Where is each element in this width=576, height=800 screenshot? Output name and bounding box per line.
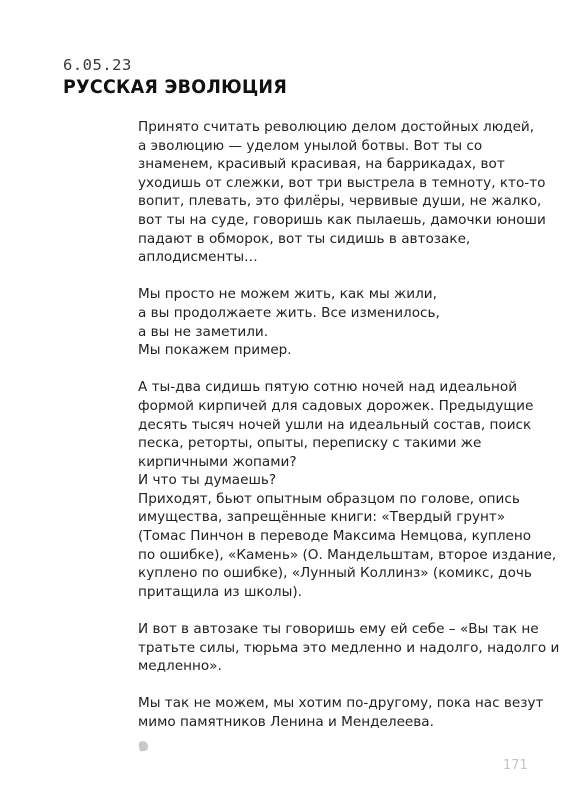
text-line: аплодисменты… bbox=[138, 249, 258, 266]
paragraph bbox=[138, 694, 544, 731]
text-line: А ты-два сидишь пятую сотню ночей над идеальной bbox=[138, 379, 518, 396]
text-line: формой кирпичей для садовых дорожек. Предыдущие bbox=[138, 397, 534, 414]
text-line: куплено по ошибке), «Лунный Коллинз» (комикс, дочь bbox=[138, 565, 532, 582]
text-line: а вы не заметили. bbox=[138, 323, 269, 340]
text-line: имущества, запрещённые книги: «Твердый грунт» bbox=[138, 509, 506, 526]
text-line: (Томас Пинчон в переводе Максима Немцова, куплено bbox=[138, 528, 532, 545]
page-title: РУССКАЯ ЭВОЛЮЦИЯ bbox=[63, 76, 288, 98]
text-line: вопит, плевать, это филёры, червивые души, не жалко, bbox=[138, 193, 542, 210]
text-line: кирпичными жопами? bbox=[138, 453, 297, 470]
text-line: по ошибке), «Камень» (О. Мандельштам, второе издание, bbox=[138, 546, 557, 563]
text-line: песка, реторты, опыты, переписку с такими же bbox=[138, 435, 482, 452]
paragraph bbox=[138, 378, 557, 601]
text-line: Принято считать революцию делом достойных людей, bbox=[138, 119, 535, 135]
text-line: Мы просто не можем жить, как мы жили, bbox=[138, 286, 437, 303]
paragraph bbox=[138, 620, 560, 676]
text-line: вот ты на суде, говоришь как пылаешь, дамочки юноши bbox=[138, 211, 546, 228]
entry-date: 6.05.23 bbox=[63, 56, 132, 74]
text-line: Мы так не можем, мы хотим по-другому, пока нас везут bbox=[138, 695, 544, 712]
text-line: мимо памятников Ленина и Менделеева. bbox=[138, 714, 434, 730]
text-line: притащила из школы). bbox=[138, 583, 302, 600]
text-line: десять тысяч ночей ушли на идеальный состав, поиск bbox=[138, 416, 532, 433]
text-line: а вы продолжаете жить. Все изменилось, bbox=[138, 304, 440, 321]
text-line: а эволюцию — уделом унылой ботвы. Вот ты со bbox=[138, 137, 483, 154]
text-line: падают в обморок, вот ты сидишь в автозаке, bbox=[138, 230, 471, 247]
paragraph bbox=[138, 285, 538, 359]
text-line: Мы покажем пример. bbox=[138, 342, 292, 359]
text-line: знаменем, красивый красивая, на баррикадах, вот bbox=[138, 156, 505, 173]
text-line: тратьте силы, тюрьма это медленно и надолго, надолго и bbox=[138, 639, 560, 656]
text-line: И что ты думаешь? bbox=[138, 472, 277, 489]
text-line: медленно». bbox=[138, 658, 222, 675]
page-number: 171 bbox=[503, 758, 528, 773]
body-text bbox=[138, 118, 560, 750]
text-line: И вот в автозаке ты говоришь ему ей себе – «Вы так не bbox=[138, 621, 539, 638]
text-line: уходишь от слежки, вот три выстрела в темноту, кто-то bbox=[138, 174, 546, 191]
text-line: Приходят, бьют опытным образцом по голове, опись bbox=[138, 490, 520, 507]
paragraph bbox=[138, 118, 546, 267]
